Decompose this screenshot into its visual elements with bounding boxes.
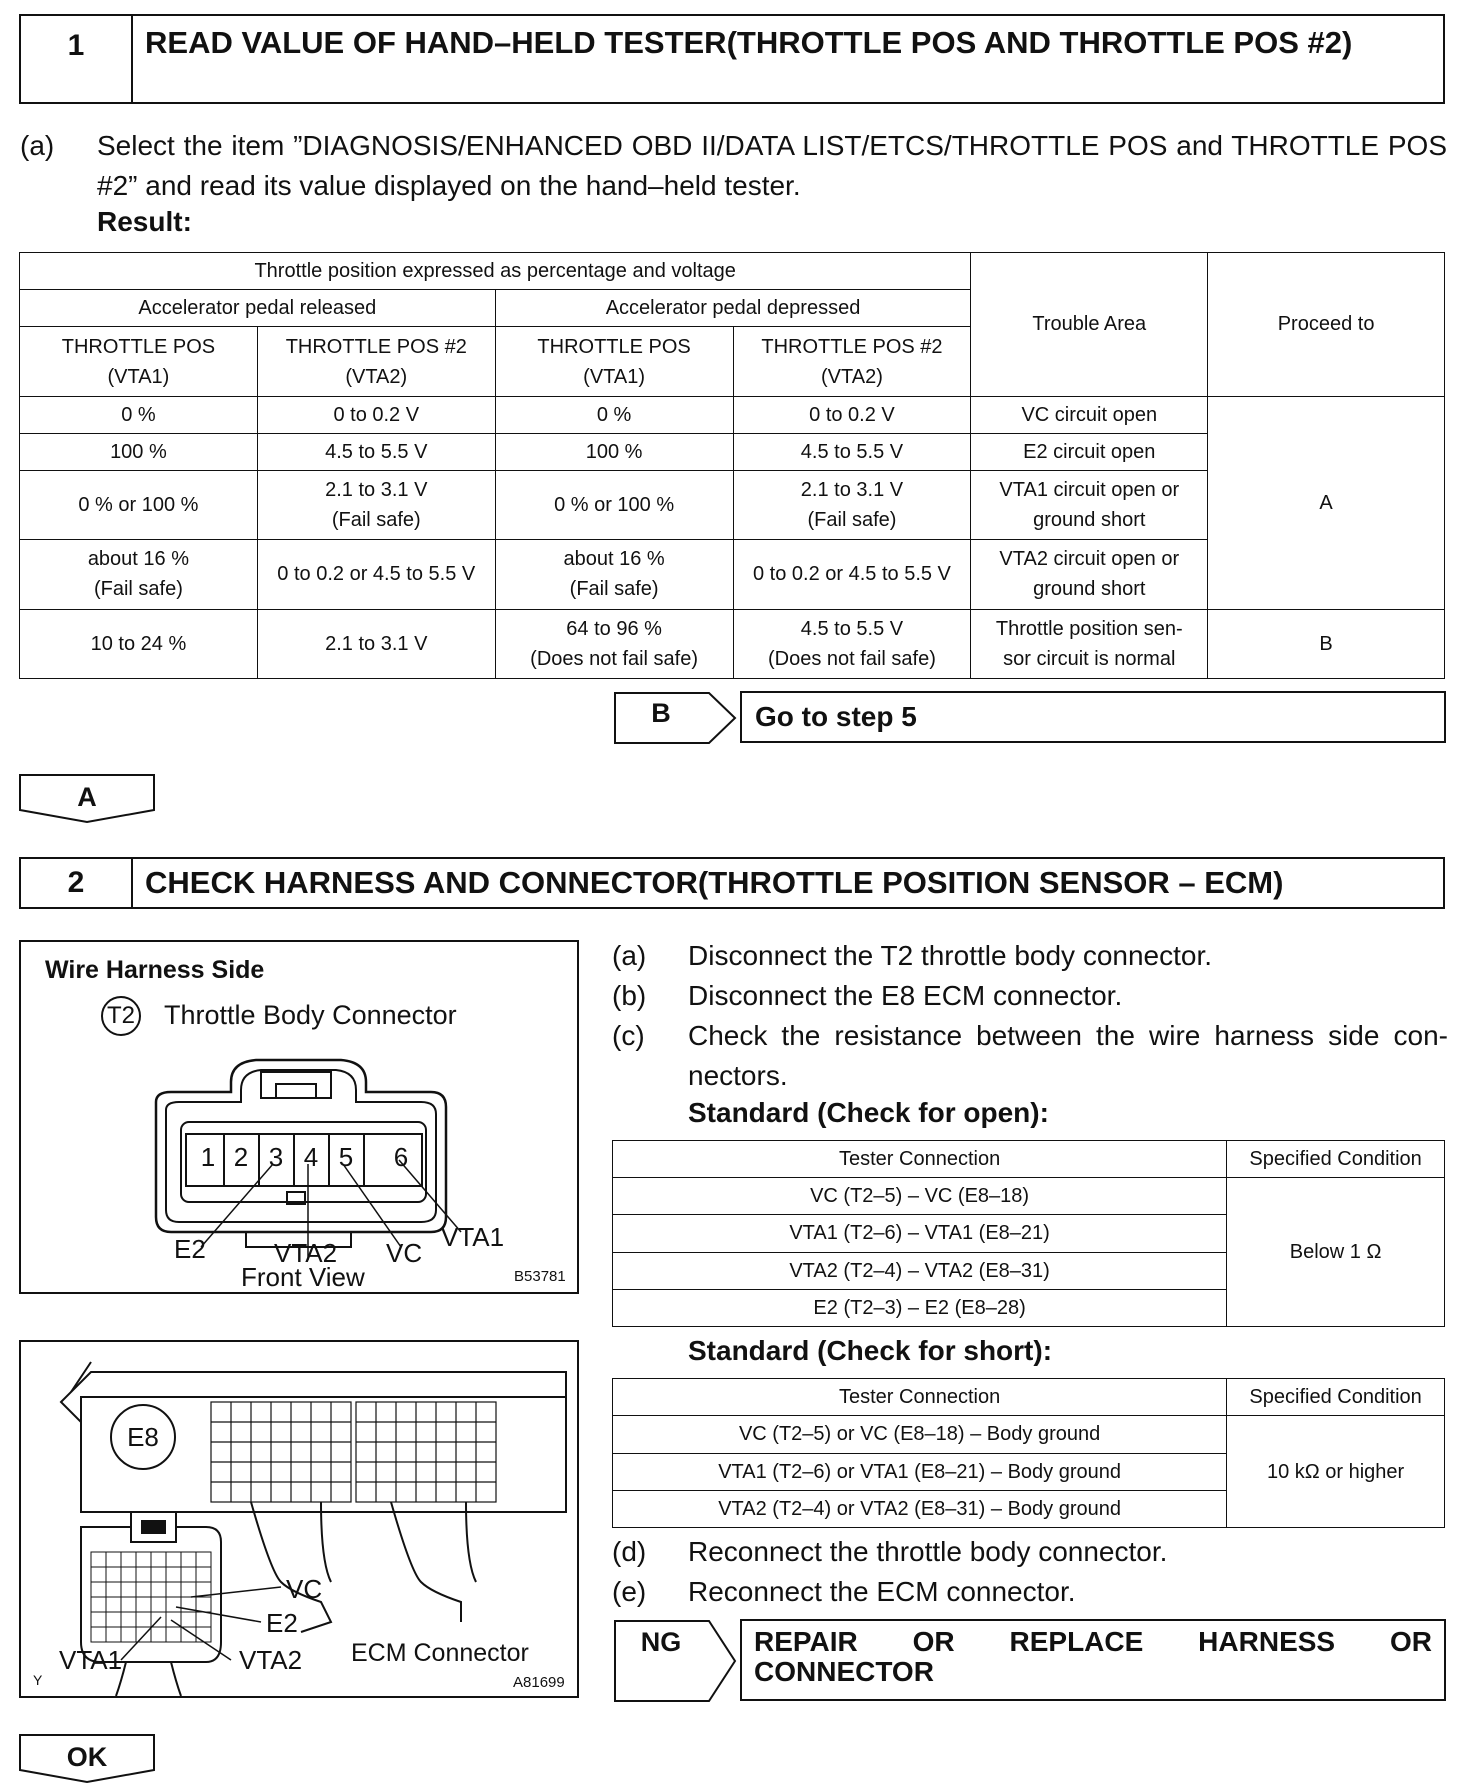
table-cell: 0 to 0.2 V — [257, 396, 495, 433]
step-2-header — [19, 857, 1445, 909]
fig1-view: Front View — [241, 1262, 365, 1292]
table-cell: 0 to 0.2 or 4.5 to 5.5 V — [257, 540, 495, 609]
col-header: THROTTLE POS #2 (VTA2) — [257, 327, 495, 396]
fig2-code: A81699 — [513, 1674, 565, 1691]
proceed-a: A — [1208, 396, 1445, 609]
table-cell: VTA1 (T2–6) or VTA1 (E8–21) – Body ground — [613, 1453, 1227, 1490]
short-condition: 10 kΩ or higher — [1227, 1416, 1445, 1528]
table-cell: 64 to 96 % (Does not fail safe) — [495, 609, 733, 678]
step-1-item-letter: (a) — [20, 130, 55, 161]
table-cell: E2 circuit open — [971, 433, 1208, 470]
fig1-connector-id: T2 — [106, 1002, 135, 1029]
table-cell: VTA2 (T2–4) or VTA2 (E8–31) – Body ground — [613, 1490, 1227, 1527]
table-cell: 10 to 24 % — [20, 609, 258, 678]
table-cell: Throttle position sen- sor circuit is normal — [971, 609, 1208, 678]
open-condition: Below 1 Ω — [1227, 1178, 1445, 1327]
throttle-connector-diagram — [19, 940, 579, 1294]
fig2-label-e2: E2 — [266, 1608, 298, 1638]
fig1-connector-name: Throttle Body Connector — [164, 1000, 457, 1030]
table-cell: VC (T2–5) – VC (E8–18) — [613, 1178, 1227, 1215]
step-1-header — [19, 14, 1445, 104]
fig1-heading: Wire Harness Side — [45, 956, 265, 984]
released-header: Accelerator pedal released — [20, 290, 496, 327]
table-cell: E2 (T2–3) – E2 (E8–28) — [613, 1289, 1227, 1326]
short-check-table — [612, 1378, 1445, 1528]
fig2-label-vta1: VTA1 — [59, 1645, 123, 1675]
open-col-header-1: Tester Connection — [613, 1141, 1227, 1178]
ok-tag: OK — [66, 1742, 108, 1772]
table-row — [20, 396, 1445, 433]
step-2-title: CHECK HARNESS AND CONNECTOR(THROTTLE POSITION SENSOR – ECM) — [145, 865, 1284, 900]
branch-b-tag: B — [651, 698, 671, 728]
proceed-header: Proceed to — [1208, 253, 1445, 397]
table-cell: 100 % — [20, 433, 258, 470]
table-cell: VTA2 (T2–4) – VTA2 (E8–31) — [613, 1252, 1227, 1289]
ng-tag: NG — [640, 1627, 682, 1657]
table-cell: 0 % or 100 % — [495, 471, 733, 540]
fig1-code: B53781 — [514, 1268, 566, 1285]
step-1-item-text: Select the item ”DIAGNOSIS/ENHANCED OBD II/DATA LIST/ETCS/THROTTLE POS and THROTTLE POS #2” and read its value displayed on the hand–held tester. — [97, 130, 1447, 201]
ecm-connector-diagram — [19, 1340, 579, 1698]
ng-result-line2: CONNECTOR — [754, 1656, 934, 1687]
table-cell: VC (T2–5) or VC (E8–18) – Body ground — [613, 1416, 1227, 1453]
table-cell: VC circuit open — [971, 396, 1208, 433]
col-header: THROTTLE POS #2 (VTA2) — [733, 327, 971, 396]
group-header: Throttle position expressed as percentage and voltage — [20, 253, 971, 290]
col-header: THROTTLE POS (VTA1) — [495, 327, 733, 396]
table-cell: VTA2 circuit open or ground short — [971, 540, 1208, 609]
std-short-label: Standard (Check for short): — [688, 1335, 1053, 1366]
result-table — [19, 252, 1445, 679]
table-cell: 100 % — [495, 433, 733, 470]
fig1-label-vc: VC — [386, 1238, 423, 1268]
table-cell: VTA1 circuit open or ground short — [971, 471, 1208, 540]
pin-2: 2 — [233, 1142, 249, 1172]
trouble-header: Trouble Area — [971, 253, 1208, 397]
table-row — [613, 1416, 1445, 1453]
table-cell: 0 to 0.2 or 4.5 to 5.5 V — [733, 540, 971, 609]
pin-5: 5 — [338, 1142, 354, 1172]
table-cell: 0 to 0.2 V — [733, 396, 971, 433]
table-row — [20, 609, 1445, 678]
table-cell: 0 % or 100 % — [20, 471, 258, 540]
table-cell: 2.1 to 3.1 V — [257, 609, 495, 678]
pin-4: 4 — [303, 1142, 319, 1172]
table-cell: 4.5 to 5.5 V (Does not fail safe) — [733, 609, 971, 678]
ng-result — [740, 1619, 1446, 1701]
result-label: Result: — [97, 206, 192, 237]
pin-1: 1 — [200, 1142, 216, 1172]
table-cell: 2.1 to 3.1 V (Fail safe) — [257, 471, 495, 540]
fig2-caption: ECM Connector — [351, 1639, 529, 1667]
next-a-tag: A — [77, 782, 97, 812]
open-check-table — [612, 1140, 1445, 1327]
table-cell: 4.5 to 5.5 V — [733, 433, 971, 470]
step-2-number: 2 — [21, 859, 133, 907]
ecm-socket-grid — [211, 1402, 496, 1502]
std-open-label: Standard (Check for open): — [688, 1097, 1049, 1128]
fig2-corner: Y — [33, 1672, 43, 1688]
table-cell: 0 % — [20, 396, 258, 433]
fig2-label-vta2: VTA2 — [239, 1645, 303, 1675]
table-cell: 4.5 to 5.5 V — [257, 433, 495, 470]
branch-b-result: Go to step 5 — [740, 691, 1446, 743]
table-cell: 0 % — [495, 396, 733, 433]
step-1-title: READ VALUE OF HAND–HELD TESTER(THROTTLE POS AND THROTTLE POS #2) — [145, 25, 1353, 60]
fig1-label-vta1: VTA1 — [441, 1222, 505, 1252]
col-header: THROTTLE POS (VTA1) — [20, 327, 258, 396]
open-col-header-2: Specified Condition — [1227, 1141, 1445, 1178]
depressed-header: Accelerator pedal depressed — [495, 290, 971, 327]
short-col-header-1: Tester Connection — [613, 1379, 1227, 1416]
fig2-connector-id: E8 — [127, 1422, 159, 1452]
table-cell: VTA1 (T2–6) – VTA1 (E8–21) — [613, 1215, 1227, 1252]
pin-6: 6 — [393, 1142, 409, 1172]
fig1-label-vta2: VTA2 — [274, 1238, 338, 1268]
short-col-header-2: Specified Condition — [1227, 1379, 1445, 1416]
step-1-number: 1 — [21, 16, 133, 102]
fig2-label-vc: VC — [286, 1574, 323, 1604]
fig1-label-e2: E2 — [174, 1234, 206, 1264]
table-cell: about 16 % (Fail safe) — [20, 540, 258, 609]
table-cell: about 16 % (Fail safe) — [495, 540, 733, 609]
table-row — [613, 1178, 1445, 1215]
pin-3: 3 — [268, 1142, 284, 1172]
proceed-b: B — [1208, 609, 1445, 678]
table-cell: 2.1 to 3.1 V (Fail safe) — [733, 471, 971, 540]
ng-result-line1: REPAIR OR REPLACE HARNESS OR — [754, 1626, 1432, 1657]
